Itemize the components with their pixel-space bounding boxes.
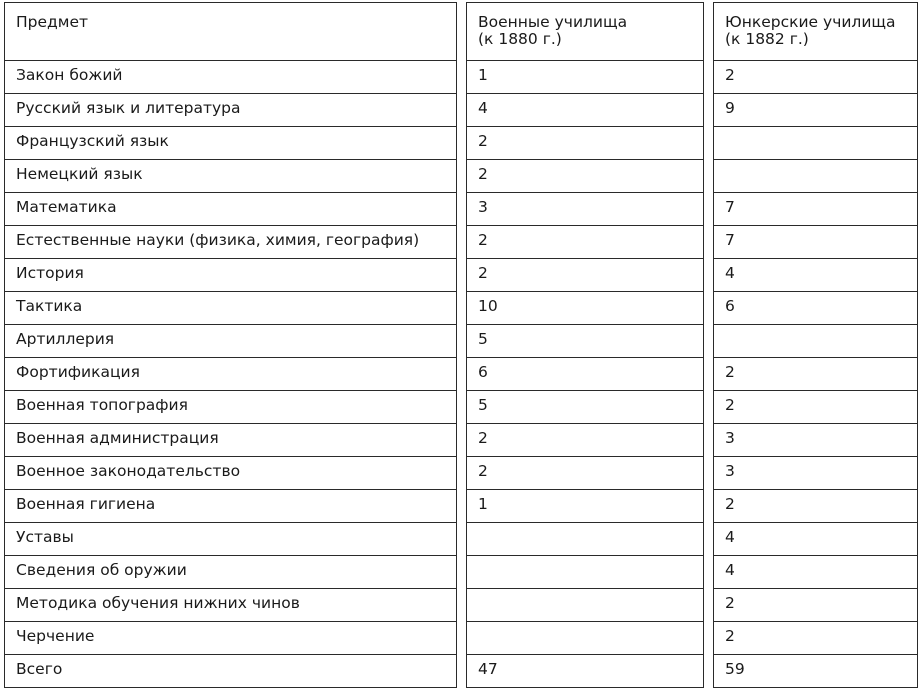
column-gap <box>457 424 466 457</box>
junker-hours-cell: 7 <box>713 193 918 226</box>
junker-hours-cell: 7 <box>713 226 918 259</box>
column-gap <box>704 523 713 556</box>
military-hours-cell <box>466 523 704 556</box>
column-gap <box>457 292 466 325</box>
junker-hours-cell: 2 <box>713 391 918 424</box>
junker-hours-cell <box>713 160 918 193</box>
column-gap <box>457 589 466 622</box>
column-gap <box>457 358 466 391</box>
subject-cell: Методика обучения нижних чинов <box>4 589 457 622</box>
junker-hours-cell: 3 <box>713 424 918 457</box>
junker-hours-cell: 2 <box>713 622 918 655</box>
military-hours-cell: 2 <box>466 457 704 490</box>
column-gap <box>704 94 713 127</box>
column-gap <box>704 391 713 424</box>
column-gap <box>457 94 466 127</box>
military-hours-cell: 47 <box>466 655 704 688</box>
column-gap <box>457 457 466 490</box>
subject-cell: Военная гигиена <box>4 490 457 523</box>
military-hours-cell <box>466 589 704 622</box>
column-gap <box>457 523 466 556</box>
junker-hours-cell <box>713 127 918 160</box>
junker-hours-cell: 2 <box>713 358 918 391</box>
header-military-schools <box>466 2 704 61</box>
subject-cell: Фортификация <box>4 358 457 391</box>
column-gap <box>457 556 466 589</box>
column-gap <box>704 226 713 259</box>
column-gap <box>704 556 713 589</box>
column-gap <box>457 622 466 655</box>
military-hours-cell: 3 <box>466 193 704 226</box>
military-hours-cell: 2 <box>466 226 704 259</box>
junker-hours-cell: 3 <box>713 457 918 490</box>
military-hours-cell: 5 <box>466 325 704 358</box>
column-gap <box>704 457 713 490</box>
subject-cell: История <box>4 259 457 292</box>
junker-hours-cell: 6 <box>713 292 918 325</box>
junker-hours-cell: 4 <box>713 523 918 556</box>
junker-hours-cell <box>713 325 918 358</box>
military-hours-cell: 6 <box>466 358 704 391</box>
military-hours-cell: 5 <box>466 391 704 424</box>
column-gap <box>457 259 466 292</box>
subject-cell: Черчение <box>4 622 457 655</box>
subject-cell: Артиллерия <box>4 325 457 358</box>
header-subject <box>4 2 457 61</box>
subject-cell: Военное законодательство <box>4 457 457 490</box>
junker-hours-cell: 2 <box>713 589 918 622</box>
header-military-line2: (к 1880 г.) <box>478 30 562 48</box>
subject-cell: Французский язык <box>4 127 457 160</box>
junker-hours-cell: 4 <box>713 556 918 589</box>
subject-cell: Всего <box>4 655 457 688</box>
military-hours-cell: 2 <box>466 127 704 160</box>
junker-hours-cell: 2 <box>713 490 918 523</box>
column-gap <box>704 193 713 226</box>
military-hours-cell: 1 <box>466 490 704 523</box>
military-hours-cell: 1 <box>466 61 704 94</box>
column-gap <box>457 325 466 358</box>
column-gap <box>457 61 466 94</box>
column-gap <box>704 622 713 655</box>
column-gap <box>457 490 466 523</box>
military-hours-cell: 10 <box>466 292 704 325</box>
junker-hours-cell: 4 <box>713 259 918 292</box>
column-gap <box>704 259 713 292</box>
military-hours-cell <box>466 622 704 655</box>
subject-cell: Немецкий язык <box>4 160 457 193</box>
header-junker-line2: (к 1882 г.) <box>725 30 809 48</box>
military-hours-cell: 2 <box>466 259 704 292</box>
header-junker-line1: Юнкерские училища <box>725 13 896 31</box>
subject-cell: Сведения об оружии <box>4 556 457 589</box>
subject-cell: Естественные науки (физика, химия, география) <box>4 226 457 259</box>
military-hours-cell: 2 <box>466 424 704 457</box>
column-gap <box>457 391 466 424</box>
military-hours-cell: 2 <box>466 160 704 193</box>
column-gap <box>704 160 713 193</box>
column-gap <box>704 490 713 523</box>
subject-cell: Закон божий <box>4 61 457 94</box>
column-gap <box>457 160 466 193</box>
column-gap <box>457 655 466 688</box>
column-gap <box>704 655 713 688</box>
subject-cell: Русский язык и литература <box>4 94 457 127</box>
military-hours-cell <box>466 556 704 589</box>
column-gap <box>704 2 713 61</box>
column-gap <box>704 127 713 160</box>
subject-cell: Военная администрация <box>4 424 457 457</box>
subject-cell: Уставы <box>4 523 457 556</box>
junker-hours-cell: 2 <box>713 61 918 94</box>
column-gap <box>457 193 466 226</box>
subject-cell: Математика <box>4 193 457 226</box>
header-military-line1: Военные училища <box>478 13 628 31</box>
column-gap <box>457 2 466 61</box>
subject-cell: Военная топография <box>4 391 457 424</box>
column-gap <box>704 61 713 94</box>
military-hours-cell: 4 <box>466 94 704 127</box>
column-gap <box>457 226 466 259</box>
column-gap <box>457 127 466 160</box>
curriculum-table <box>4 2 918 688</box>
header-junker-schools <box>713 2 918 61</box>
column-gap <box>704 358 713 391</box>
column-gap <box>704 325 713 358</box>
column-gap <box>704 589 713 622</box>
junker-hours-cell: 59 <box>713 655 918 688</box>
header-subject-label: Предмет <box>16 13 89 31</box>
column-gap <box>704 292 713 325</box>
subject-cell: Тактика <box>4 292 457 325</box>
junker-hours-cell: 9 <box>713 94 918 127</box>
column-gap <box>704 424 713 457</box>
